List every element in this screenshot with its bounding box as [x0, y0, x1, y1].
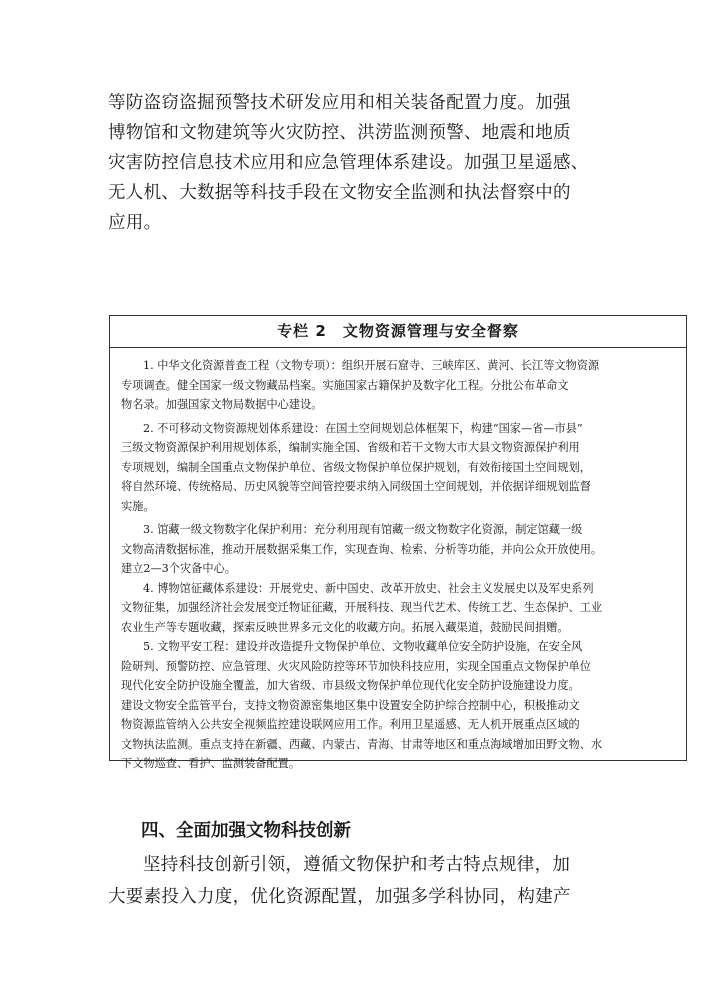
column-item-line: 文物高清数据标准，推动开展数据采集工作，实现查询、检索、分析等功能，并向公众开放使用。 — [121, 542, 603, 556]
column-item-line: 现代化安全防护设施全覆盖，加大省级、市县级文物保护单位现代化安全防护设施建设力度。 — [121, 679, 580, 692]
column-item-line: 专项调查。健全国家一级文物藏品档案。实施国家古籍保护及数字化工程。分批公布革命文 — [121, 378, 569, 392]
column-item-line: 文物执法监测。重点支持在新疆、西藏、内蒙古、青海、甘肃等地区和重点海域增加田野文物、水 — [121, 737, 603, 751]
column-item-line: 实施。 — [121, 499, 155, 513]
column-item — [121, 419, 676, 517]
column-item-line: 5. 文物平安工程：建设并改造提升文物保护单位、文物收藏单位安全防护设施，在安全风 — [143, 640, 583, 653]
column-item-line: 2. 不可移动文物资源规划体系建设：在国土空间规划总体框架下，构建“国家—省—市县” — [143, 421, 583, 435]
column-item-line: 建设文物安全监管平台，支持文物资源密集地区集中设置安全防护综合控制中心，积极推动文 — [121, 698, 580, 712]
column-item-line: 4. 博物馆征藏体系建设：开展党史、新中国史、改革开放史、社会主义发展史以及军史系列 — [143, 581, 594, 595]
column-box-title: 专栏 2 文物资源管理与安全督察 — [110, 316, 686, 348]
closing-paragraph — [108, 849, 628, 913]
column-item-line: 文物征集，加强经济社会发展变迁物证征藏，开展科技、现当代艺术、传统工艺、生态保护、工业 — [121, 601, 603, 614]
column-item-line: 险研判、预警防控、应急管理、火灾风险防控等环节加快科技应用，实现全国重点文物保护单位 — [121, 659, 591, 673]
column-box-body — [110, 348, 686, 774]
intro-line: 无人机、大数据等科技手段在文物安全监测和执法督察中的 — [108, 183, 571, 203]
intro-line: 等防盗窃盗掘预警技术研发应用和相关装备配置力度。加强 — [108, 93, 571, 113]
column-item-line: 物资源监管纳入公共安全视频监控建设联网应用工作。利用卫星遥感、无人机开展重点区域的 — [121, 718, 580, 731]
column-item-line: 建立2—3个灾备中心。 — [121, 562, 236, 575]
column-item-line: 三级文物资源保护利用规划体系，编制实施全国、省级和若干文物大市大县文物资源保护利用 — [121, 441, 580, 454]
column-item — [121, 356, 676, 415]
intro-line: 应用。 — [108, 213, 162, 233]
closing-line: 大要素投入力度，优化资源配置，加强多学科协同，构建产 — [108, 887, 571, 907]
column-item — [121, 637, 676, 774]
intro-paragraph — [108, 88, 608, 238]
section-heading: 四、全面加强文物科技创新 — [141, 821, 351, 841]
column-item — [121, 579, 676, 638]
column-box — [109, 315, 687, 770]
column-item-line: 将自然环境、传统格局、历史风貌等空间管控要求纳入同级国土空间规划，并依据详细规划监督 — [121, 480, 591, 493]
column-item-line: 1. 中华文化资源普查工程（文物专项）：组织开展石窟寺、三峡库区、黄河、长江等文物资源 — [143, 359, 600, 372]
column-item-line: 物名录。加强国家文物局数据中心建设。 — [121, 398, 323, 411]
column-item-line: 下文物巡查、看护、监测装备配置。 — [121, 757, 301, 770]
intro-line: 灾害防控信息技术应用和应急管理体系建设。加强卫星遥感、 — [108, 153, 589, 173]
intro-line: 博物馆和文物建筑等火灾防控、洪涝监测预警、地震和地质 — [108, 123, 571, 143]
column-item-line: 农业生产等专题收藏，探索反映世界多元文化的收藏方向。拓展入藏渠道，鼓励民间捐赠。 — [121, 620, 569, 634]
column-item-line: 3. 馆藏一级文物数字化保护利用：充分利用现有馆藏一级文物数字化资源，制定馆藏一级 — [143, 523, 583, 536]
closing-line: 坚持科技创新引领，遵循文物保护和考古特点规律，加 — [143, 855, 571, 875]
column-item — [121, 520, 676, 579]
column-item-line: 专项规划，编制全国重点文物保护单位、省级文物保护单位保护规划，有效衔接国土空间规划， — [121, 460, 591, 474]
